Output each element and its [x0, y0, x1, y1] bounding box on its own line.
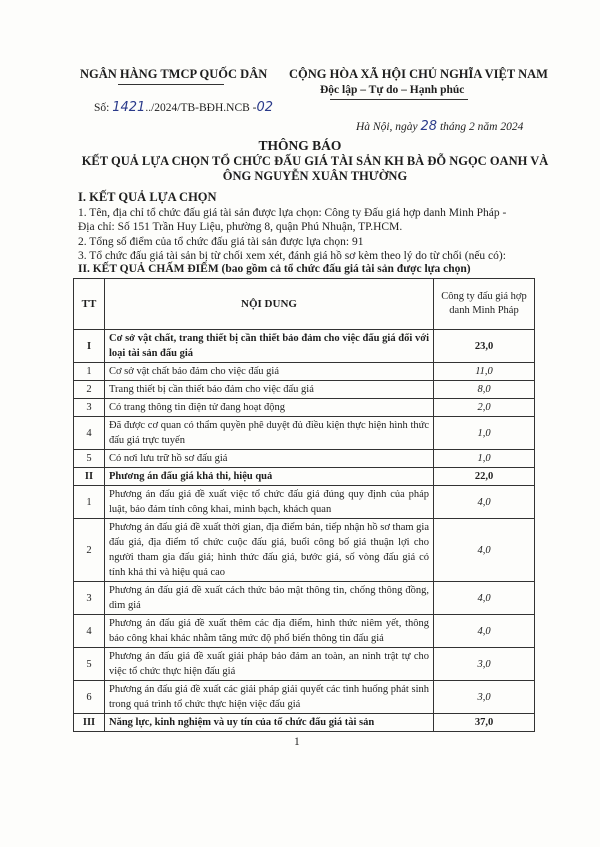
row-content: Phương án đấu giá đề xuất thời gian, địa điểm bán, tiếp nhận hồ sơ tham gia đấu giá, địa điểm tổ chức cuộc đấu giá, buổi công bố giá thuận lợi cho người tham gia đấu giá; hình thức đấu giá, bước giá, số vòng đấu giá có tính khả thi và hiệu quả cao [105, 519, 434, 582]
row-score: 23,0 [434, 330, 535, 363]
page-number: 1 [294, 736, 300, 748]
document-subtitle: KẾT QUẢ LỰA CHỌN TỔ CHỨC ĐẤU GIÁ TÀI SẢN KH BÀ ĐỖ NGỌC OANH VÀ ÔNG NGUYỄN XUÂN THƯỜNG [81, 154, 549, 183]
doc-handwritten-number: 1421 [112, 100, 146, 115]
national-motto: Độc lập – Tự do – Hạnh phúc [320, 84, 465, 96]
table-row [74, 519, 535, 582]
row-tt: 4 [74, 615, 105, 648]
bank-name: NGÂN HÀNG TMCP QUỐC DÂN [80, 67, 268, 81]
header-tt: TT [74, 279, 105, 330]
table-row [74, 399, 535, 417]
row-content: Cơ sở vật chất, trang thiết bị cần thiết bảo đảm cho việc đấu giá đối với loại tài sản đấu giá [105, 330, 434, 363]
row-score: 1,0 [434, 417, 535, 450]
table-row [74, 681, 535, 714]
table-group-row [74, 330, 535, 363]
section-1-line: 2. Tổng số điểm của tổ chức đấu giá tài sản được lựa chọn: 91 [78, 236, 364, 248]
section-1-heading: I. KẾT QUẢ LỰA CHỌN [78, 190, 217, 204]
document-number [94, 100, 273, 115]
row-tt: 5 [74, 648, 105, 681]
row-score: 8,0 [434, 381, 535, 399]
header-score: Công ty đấu giá hợp danh Minh Pháp [434, 279, 535, 330]
table-row [74, 381, 535, 399]
row-tt: 4 [74, 417, 105, 450]
section-1-line: 1. Tên, địa chỉ tổ chức đấu giá tài sản được lựa chọn: Công ty Đấu giá hợp danh Minh Pháp - [78, 207, 507, 219]
row-score: 3,0 [434, 681, 535, 714]
date-suffix: tháng 2 năm 2024 [437, 121, 524, 133]
row-content: Phương án đấu giá đề xuất cách thức bảo mật thông tin, chống thông đồng, dìm giá [105, 582, 434, 615]
row-tt: 5 [74, 450, 105, 468]
table-row [74, 582, 535, 615]
section-1-line: Địa chỉ: Số 151 Trần Huy Liệu, phường 8, quận Phú Nhuận, TP.HCM. [78, 221, 403, 233]
row-tt: II [74, 468, 105, 486]
row-score: 2,0 [434, 399, 535, 417]
row-content: Phương án đấu giá đề xuất giải pháp bảo đảm an toàn, an ninh trật tự cho việc tổ chức thực hiện đấu giá [105, 648, 434, 681]
row-content: Trang thiết bị cần thiết bảo đảm cho việc đấu giá [105, 381, 434, 399]
doc-middle: ../2024/TB-BĐH.NCB - [145, 102, 257, 114]
bank-underline [118, 84, 224, 85]
table-group-row [74, 714, 535, 732]
row-tt: 2 [74, 519, 105, 582]
table-header-row [74, 279, 535, 330]
row-tt: III [74, 714, 105, 732]
row-tt: 6 [74, 681, 105, 714]
doc-handwritten-suffix: 02 [256, 100, 274, 115]
table-row [74, 615, 535, 648]
row-score: 4,0 [434, 615, 535, 648]
row-score: 4,0 [434, 582, 535, 615]
table-row [74, 648, 535, 681]
table-row [74, 417, 535, 450]
row-tt: 3 [74, 399, 105, 417]
row-content: Có trang thông tin điện tử đang hoạt động [105, 399, 434, 417]
row-content: Cơ sở vật chất bảo đảm cho việc đấu giá [105, 363, 434, 381]
row-score: 4,0 [434, 486, 535, 519]
row-score: 22,0 [434, 468, 535, 486]
document-title: THÔNG BÁO [258, 138, 342, 153]
row-content: Phương án đấu giá đề xuất việc tổ chức đấu giá đúng quy định của pháp luật, bảo đảm tính công khai, minh bạch, khách quan [105, 486, 434, 519]
table-row [74, 363, 535, 381]
row-score: 1,0 [434, 450, 535, 468]
row-tt: 1 [74, 363, 105, 381]
table-group-row [74, 468, 535, 486]
row-content: Có nơi lưu trữ hồ sơ đấu giá [105, 450, 434, 468]
table-row [74, 486, 535, 519]
row-score: 4,0 [434, 519, 535, 582]
header-content: NỘI DUNG [105, 279, 434, 330]
nation-title: CỘNG HÒA XÃ HỘI CHỦ NGHĨA VIỆT NAM [289, 67, 548, 81]
row-content: Phương án đấu giá đề xuất các giải pháp giải quyết các tình huống phát sinh trong quá trình tổ chức thực hiện việc đấu giá [105, 681, 434, 714]
row-tt: 2 [74, 381, 105, 399]
doc-prefix: Số: [94, 102, 113, 114]
date-prefix: Hà Nội, ngày [356, 121, 421, 133]
row-tt: 3 [74, 582, 105, 615]
row-content: Năng lực, kinh nghiệm và uy tín của tổ chức đấu giá tài sản [105, 714, 434, 732]
score-table [73, 278, 535, 732]
row-score: 11,0 [434, 363, 535, 381]
row-score: 3,0 [434, 648, 535, 681]
row-content: Phương án đấu giá đề xuất thêm các địa điểm, hình thức niêm yết, thông báo công khai khác nhằm tăng mức độ phổ biến thông tin đấu giá [105, 615, 434, 648]
row-tt: I [74, 330, 105, 363]
row-content: Phương án đấu giá khả thi, hiệu quả [105, 468, 434, 486]
section-2-heading: II. KẾT QUẢ CHẤM ĐIỂM (bao gồm cả tổ chức đấu giá tài sản được lựa chọn) [78, 263, 471, 275]
row-content: Đã được cơ quan có thẩm quyền phê duyệt đủ điều kiện thực hiện hình thức đấu giá trực tuyến [105, 417, 434, 450]
motto-underline [330, 99, 468, 100]
row-score: 37,0 [434, 714, 535, 732]
date-handwritten-day: 28 [420, 119, 438, 134]
section-1-line: 3. Tổ chức đấu giá tài sản bị từ chối xem xét, đánh giá hồ sơ kèm theo lý do từ chối (nếu có): [78, 250, 506, 262]
table-row [74, 450, 535, 468]
row-tt: 1 [74, 486, 105, 519]
document-date [356, 119, 523, 134]
